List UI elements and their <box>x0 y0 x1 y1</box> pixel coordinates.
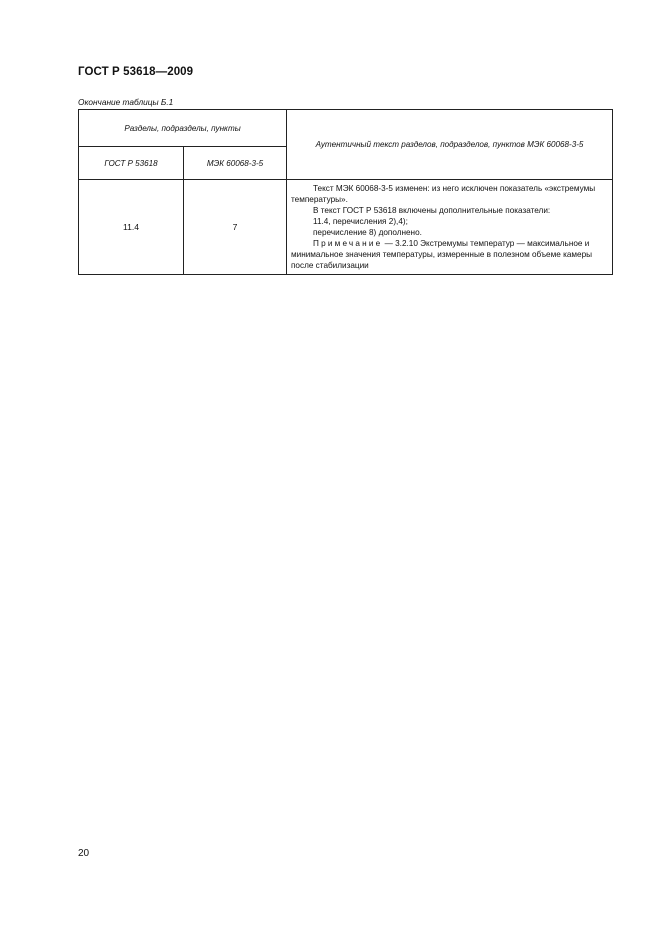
gost-clause-cell: 11.4 <box>79 180 184 275</box>
table-caption: Окончание таблицы Б.1 <box>78 97 174 107</box>
text-paragraph-2: В текст ГОСТ Р 53618 включены дополнительные показатели: <box>313 206 551 215</box>
iec-clause-cell: 7 <box>184 180 287 275</box>
text-paragraph-1: Текст МЭК 60068-3-5 изменен: из него исключен показатель «экстремумы температуры». <box>291 184 596 204</box>
note-text: — 3.2.10 Экстремумы температур — максимальное и минимальное значения температуры, измеренные в полезном объеме камеры после стабилизации <box>291 239 593 270</box>
group-header: Разделы, подразделы, пункты <box>79 110 287 147</box>
comparison-table <box>78 109 613 275</box>
text-paragraph-4: перечисление 8) дополнено. <box>313 228 422 237</box>
text-paragraph-3: 11.4, перечисления 2),4); <box>313 217 408 226</box>
document-header: ГОСТ Р 53618—2009 <box>78 66 194 78</box>
text-column-header: Аутентичный текст разделов, подразделов, пунктов МЭК 60068-3-5 <box>287 110 613 180</box>
authentic-text-cell <box>287 180 613 275</box>
note-paragraph <box>291 238 606 271</box>
table-row <box>79 180 613 275</box>
gost-column-header: ГОСТ Р 53618 <box>79 147 184 180</box>
page-number: 20 <box>78 848 90 859</box>
note-label: Примечание <box>313 239 383 248</box>
iec-column-header: МЭК 60068-3-5 <box>184 147 287 180</box>
table-header-row <box>79 110 613 147</box>
